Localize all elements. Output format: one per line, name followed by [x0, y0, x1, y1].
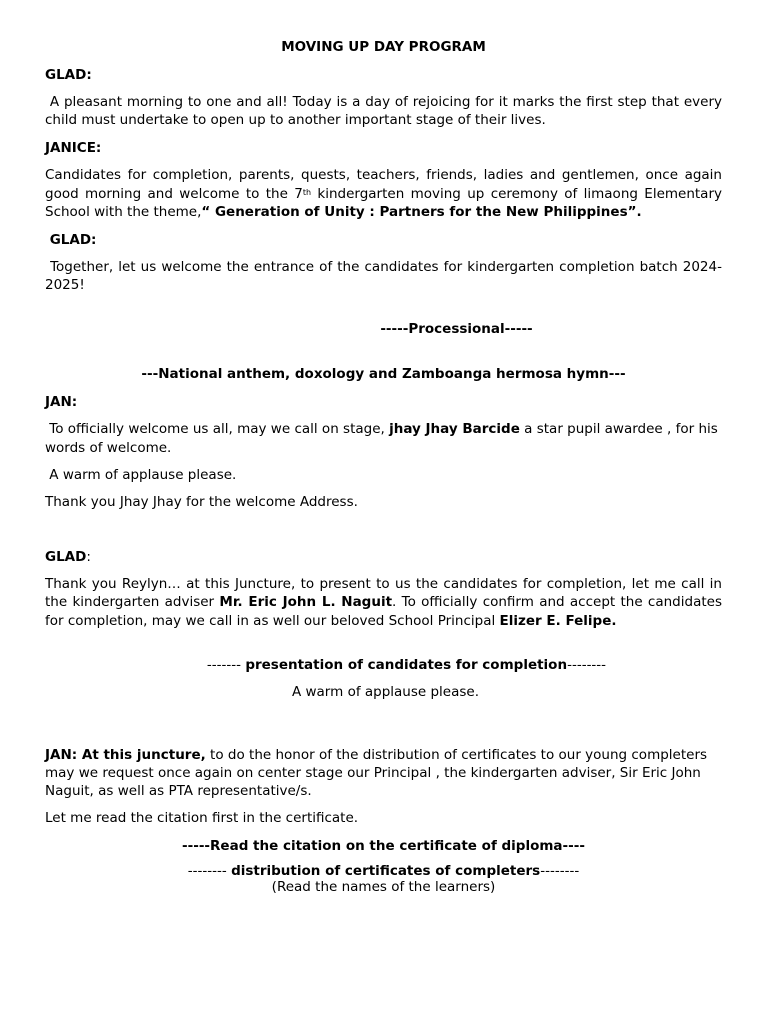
- citation-heading: [45, 837, 722, 855]
- paragraph-text: Candidates for completion, parents, quests, teachers, friends, ladies and gentlemen, once again good morning and welcome to the 7: [45, 167, 722, 202]
- paragraph: [45, 746, 722, 801]
- thanks-line: Thank you Jhay Jhay for the welcome Address.: [45, 494, 358, 511]
- speaker-label: [45, 548, 722, 566]
- distribution-heading: [45, 864, 722, 879]
- presentation-text: presentation of candidates for completion: [245, 656, 568, 673]
- speaker-label: GLAD:: [45, 232, 97, 249]
- colon: :: [86, 549, 91, 566]
- speaker-label: JAN:: [45, 394, 78, 411]
- adviser-name: Mr. Eric John L. Naguit: [219, 594, 393, 611]
- paragraph-text: Thank you Reylyn… at this Juncture, to present to us the candidates for completion, let me call in the kindergarten adviser: [45, 576, 722, 611]
- processional-text: -----Processional-----: [380, 321, 533, 338]
- speaker-label: JANICE:: [45, 140, 102, 157]
- paragraph: Together, let us welcome the entrance of the candidates for kindergarten completion batch 2024-2025!: [45, 259, 722, 294]
- names-note: (Read the names of the learners): [271, 878, 496, 895]
- distribution-text: distribution of certificates of completers: [231, 862, 541, 879]
- paragraph: [45, 420, 722, 456]
- paragraph-text: a star pupil awardee , for his words of welcome.: [45, 421, 718, 456]
- applause-line: A warm of applause please.: [45, 466, 237, 483]
- applause-line: A warm of applause please.: [291, 683, 480, 700]
- anthem-text: ---National anthem, doxology and Zamboanga hermosa hymn---: [141, 366, 626, 383]
- speaker-name: GLAD: [45, 549, 87, 566]
- paragraph: A pleasant morning to one and all! Today is a day of rejoicing for it marks the first step that every child must undertake to open up to another important stage of their lives.: [45, 94, 722, 129]
- citation-text: -----Read the citation on the certificate of diploma----: [182, 837, 585, 854]
- page-title: MOVING UP DAY PROGRAM: [281, 39, 486, 55]
- paragraph: [45, 166, 722, 221]
- dash-prefix: -------: [206, 656, 246, 673]
- anthem-heading: [45, 365, 722, 383]
- document-page: [45, 38, 722, 895]
- speaker-name: jhay Jhay Barcide: [389, 421, 520, 438]
- paragraph-text: to do the honor of the distribution of certificates to our young completers may we request once again on center stage our Principal , the kindergarten adviser, Sir Eric John Naguit, as well as PTA representative/s.: [45, 746, 708, 800]
- dash-prefix: --------: [187, 862, 232, 879]
- speaker-label: GLAD:: [45, 67, 92, 83]
- principal-name: Elizer E. Felipe.: [499, 612, 617, 629]
- dash-suffix: --------: [567, 656, 607, 673]
- paragraph-text: . To officially confirm and accept the candidates for completion, may we call in as well our beloved School Principal: [45, 594, 722, 629]
- presentation-heading: [45, 656, 722, 674]
- processional-heading: [45, 320, 722, 338]
- superscript: th: [302, 187, 312, 197]
- read-line: Let me read the citation first in the certificate.: [45, 810, 359, 827]
- speaker-lead: JAN: At this juncture,: [45, 746, 206, 763]
- paragraph-text: To officially welcome us all, may we call on stage,: [45, 421, 390, 438]
- paragraph-text: kindergarten moving up ceremony of limaong Elementary School with the theme,: [45, 185, 722, 220]
- theme-text: “ Generation of Unity : Partners for the New Philippines”.: [201, 203, 642, 220]
- dash-suffix: --------: [540, 862, 580, 879]
- paragraph: [45, 575, 722, 630]
